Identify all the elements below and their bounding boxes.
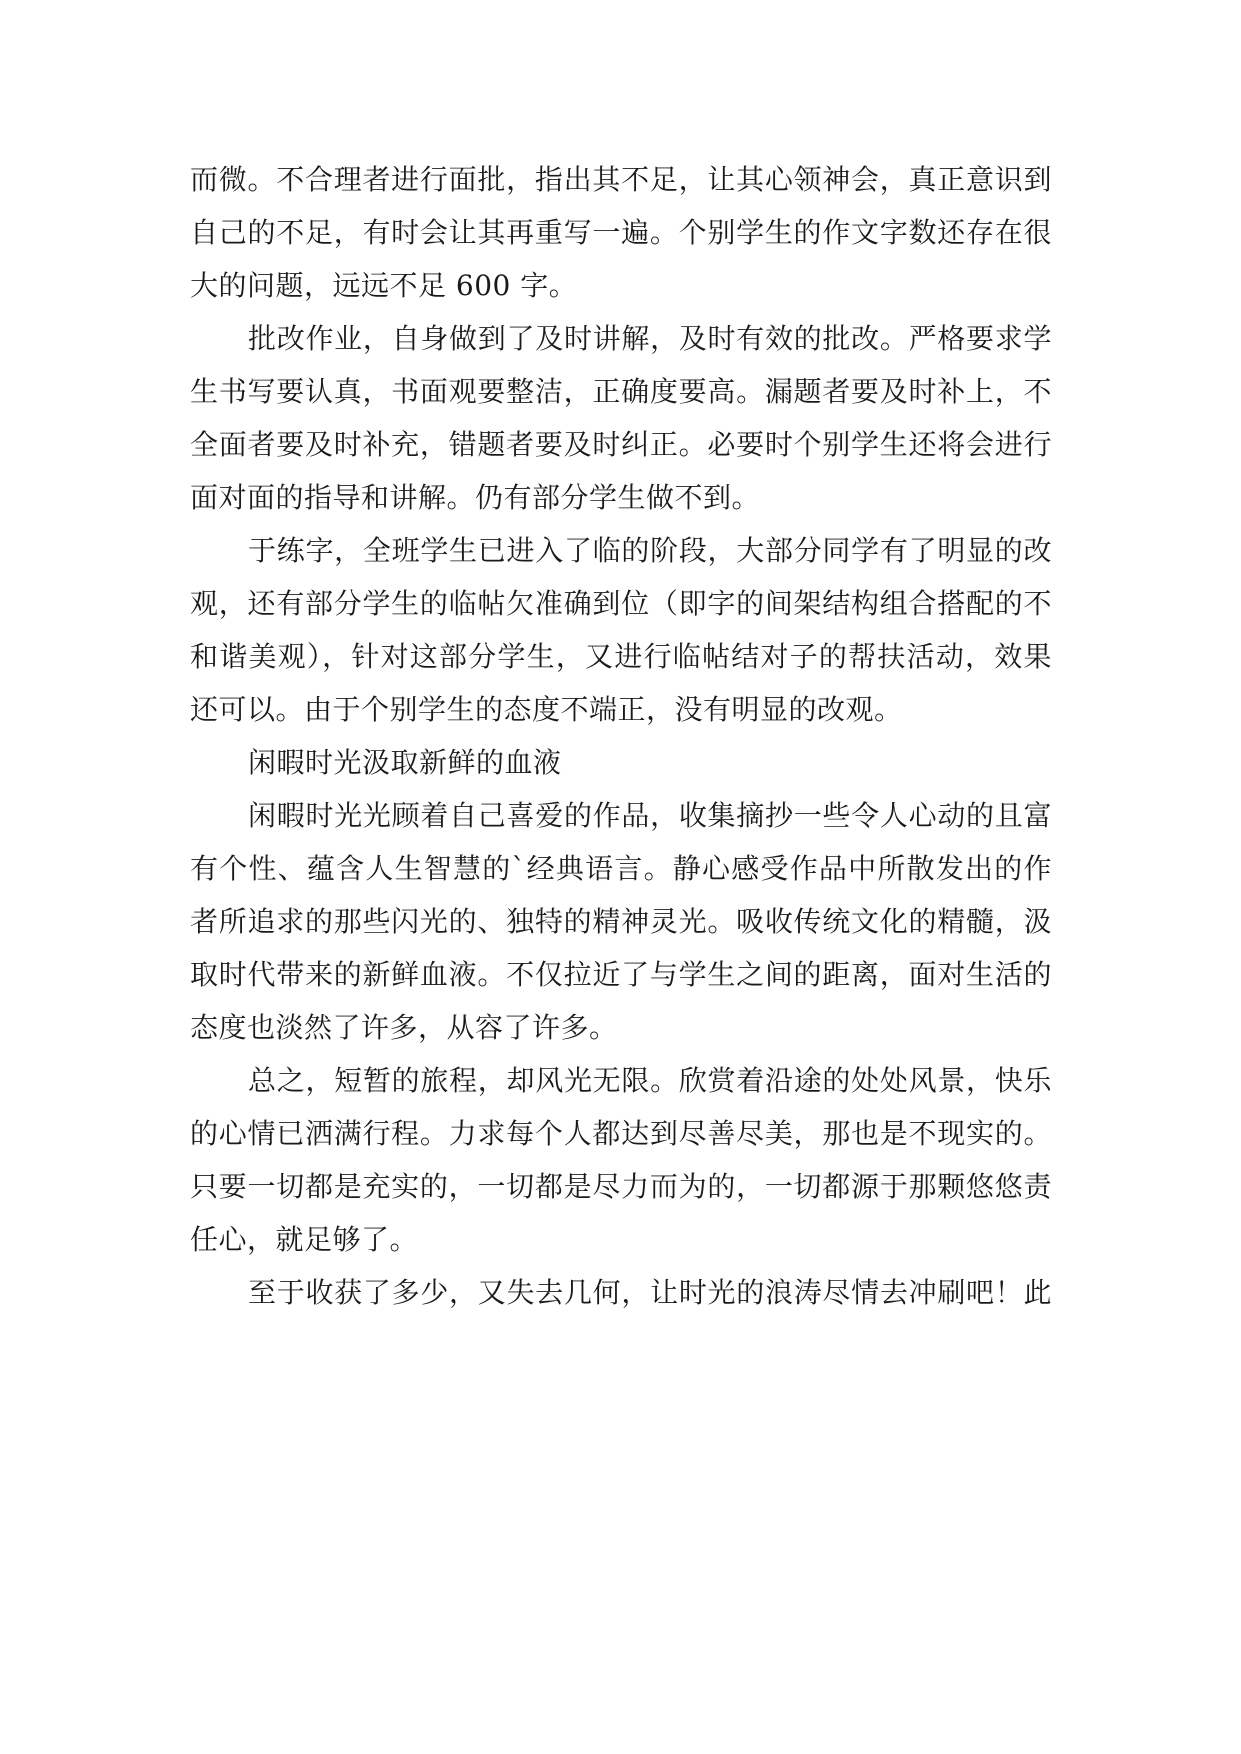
paragraph-line: 的心情已洒满行程。力求每个人都达到尽善尽美，那也是不现实的。 [190,1117,1052,1150]
section-heading: 闲暇时光汲取新鲜的血液 [248,746,562,779]
paragraph-line: 观，还有部分学生的临帖欠准确到位（即字的间架结构组合搭配的不 [190,587,1052,620]
paragraph-line: 生书写要认真，书面观要整洁，正确度要高。漏题者要及时补上，不 [190,375,1052,408]
paragraph-line: 大的问题，远远不足 600 字。 [190,269,578,302]
paragraph-line: 批改作业，自身做到了及时讲解，及时有效的批改。严格要求学 [248,322,1052,355]
paragraph-line: 自己的不足，有时会让其再重写一遍。个别学生的作文字数还存在很 [190,216,1052,249]
paragraph-line: 者所追求的那些闪光的、独特的精神灵光。吸收传统文化的精髓，汲 [190,905,1052,938]
paragraph-line: 态度也淡然了许多，从容了许多。 [190,1011,618,1044]
document-body [190,153,1052,1319]
paragraph-line: 还可以。由于个别学生的态度不端正，没有明显的改观。 [190,693,903,726]
paragraph-line: 任心，就足够了。 [190,1223,419,1256]
paragraph-line: 和谐美观），针对这部分学生，又进行临帖结对子的帮扶活动，效果 [190,640,1052,673]
paragraph-line: 而微。不合理者进行面批，指出其不足，让其心领神会，真正意识到 [190,163,1052,196]
paragraph-line: 只要一切都是充实的，一切都是尽力而为的，一切都源于那颗悠悠责 [190,1170,1052,1203]
paragraph-line: 有个性、蕴含人生智慧的`经典语言。静心感受作品中所散发出的作 [190,852,1052,885]
paragraph-line: 总之，短暂的旅程，却风光无限。欣赏着沿途的处处风景，快乐 [248,1064,1052,1097]
paragraph-line: 闲暇时光光顾着自己喜爱的作品，收集摘抄一些令人心动的且富 [248,799,1052,832]
paragraph-line: 至于收获了多少，又失去几何，让时光的浪涛尽情去冲刷吧！此 [248,1276,1052,1309]
paragraph-line: 取时代带来的新鲜血液。不仅拉近了与学生之间的距离，面对生活的 [190,958,1052,991]
paragraph-line: 全面者要及时补充，错题者要及时纠正。必要时个别学生还将会进行 [190,428,1052,461]
paragraph-line: 于练字，全班学生已进入了临的阶段，大部分同学有了明显的改 [248,534,1052,567]
paragraph-line: 面对面的指导和讲解。仍有部分学生做不到。 [190,481,761,514]
